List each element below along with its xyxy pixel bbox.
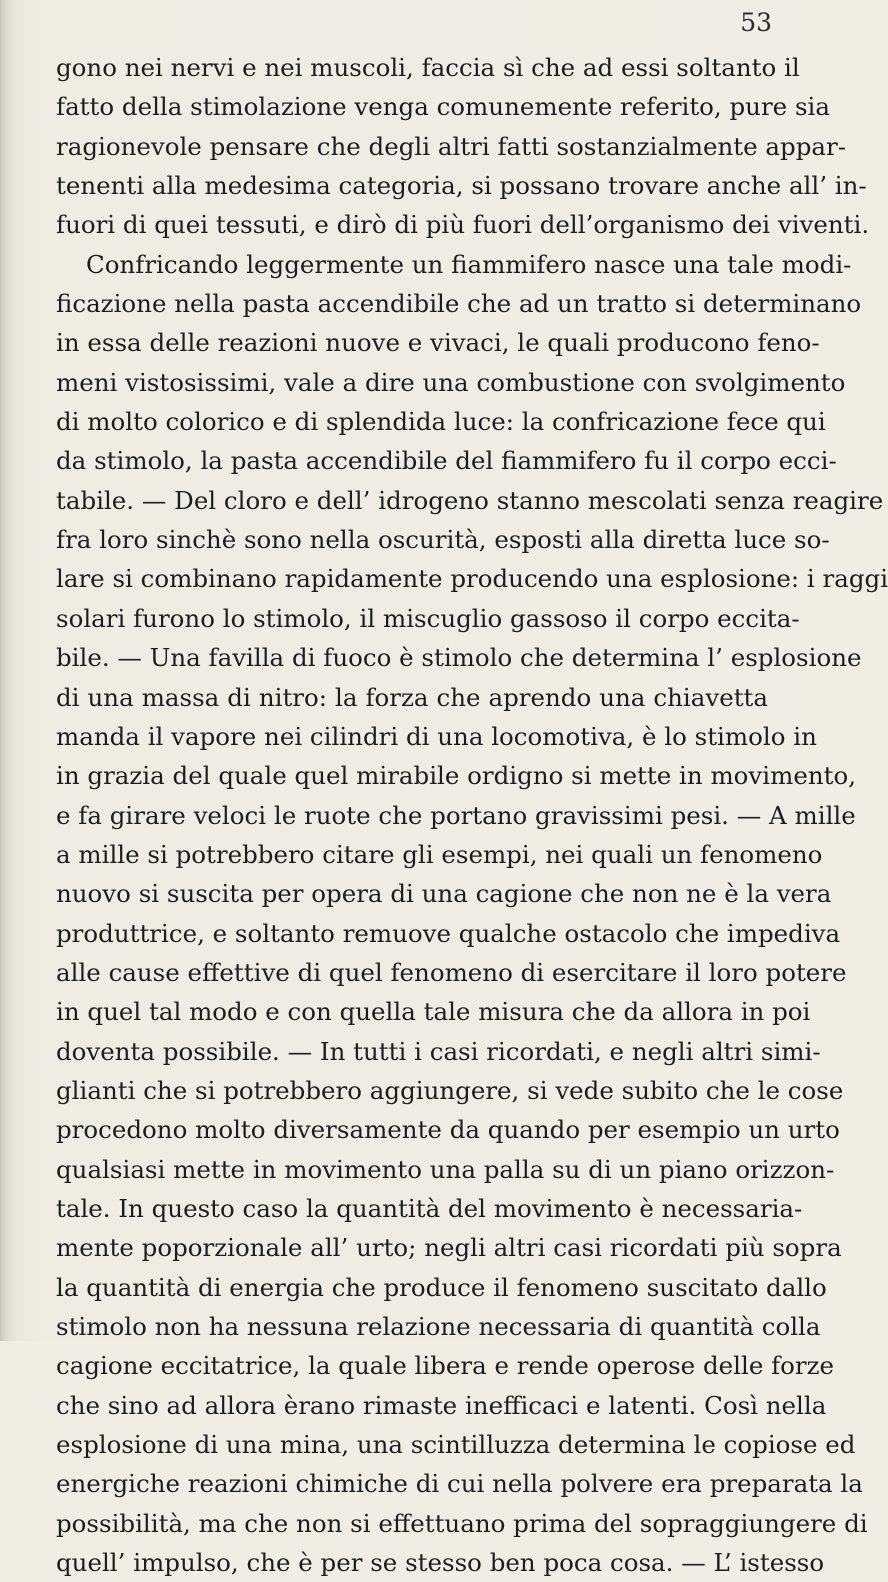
text-line: bile. — Una favilla di fuoco è stimolo che determina l’ esplosione [56, 643, 862, 673]
text-line: doventa possibile. — In tutti i casi ricordati, e negli altri simi- [56, 1036, 821, 1066]
text-line: in quel tal modo e con quella tale misura che da allora in poi [56, 997, 811, 1027]
page-number: 53 [740, 8, 772, 37]
text-line: quell’ impulso, che è per se stesso ben poca cosa. — L’ istesso [56, 1548, 825, 1578]
text-line: solari furono lo stimolo, il miscuglio gassoso il corpo eccita- [56, 603, 800, 633]
text-line: tenenti alla medesima categoria, si possano trovare anche all’ in- [56, 171, 867, 201]
text-line: energiche reazioni chimiche di cui nella polvere era preparata la [56, 1469, 863, 1499]
text-line: glianti che si potrebbero aggiungere, si vede subito che le cose [56, 1075, 844, 1105]
text-line: mente poporzionale all’ urto; negli altri casi ricordati più sopra [56, 1233, 842, 1263]
text-line: fatto della stimolazione venga comunemente referito, pure sia [56, 92, 830, 122]
text-line: possibilità, ma che non si effettuano prima del sopraggiungere di [56, 1508, 868, 1538]
text-line: alle cause effettive di quel fenomeno di esercitare il loro potere [56, 957, 847, 987]
text-line: da stimolo, la pasta accendibile del fiammifero fu il corpo ecci- [56, 446, 837, 476]
text-line: di una massa di nitro: la forza che aprendo una chiavetta [56, 682, 768, 712]
text-line: ragionevole pensare che degli altri fatti sostanzialmente appar- [56, 131, 846, 161]
text-line: fra loro sinchè sono nella oscurità, esposti alla diretta luce so- [56, 525, 830, 555]
text-line: fuori di quei tessuti, e dirò di più fuori dell’organismo dei viventi. [56, 210, 870, 240]
text-line: ficazione nella pasta accendibile che ad un tratto si determinano [56, 289, 862, 319]
text-line: qualsiasi mette in movimento una palla su di un piano orizzon- [56, 1154, 835, 1184]
text-line: a mille si potrebbero citare gli esempi, nei quali un fenomeno [56, 839, 823, 869]
text-line: manda il vapore nei cilindri di una locomotiva, è lo stimolo in [56, 721, 817, 751]
body-text [56, 48, 888, 1582]
text-line: esplosione di una mina, una scintilluzza determina le copiose ed [56, 1430, 856, 1460]
text-line: meni vistosissimi, vale a dire una combustione con svolgimento [56, 367, 846, 397]
text-line: di molto colorico e di splendida luce: la confricazione fece qui [56, 407, 826, 437]
text-line: tale. In questo caso la quantità del movimento è necessaria- [56, 1193, 803, 1223]
text-line: cagione eccitatrice, la quale libera e rende operose delle forze [56, 1351, 835, 1381]
text-line: la quantità di energia che produce il fenomeno suscitato dallo [56, 1272, 827, 1302]
text-line: lare si combinano rapidamente producendo una esplosione: i raggi [56, 564, 888, 594]
text-line: gono nei nervi e nei muscoli, faccia sì che ad essi soltanto il [56, 53, 800, 82]
text-line: Confricando leggermente un fiammifero nasce una tale modi- [86, 249, 852, 279]
text-line: e fa girare veloci le ruote che portano gravissimi pesi. — A mille [56, 800, 856, 830]
text-line: nuovo si suscita per opera di una cagione che non ne è la vera [56, 879, 832, 909]
text-line: stimolo non ha nessuna relazione necessaria di quantità colla [56, 1312, 821, 1341]
text-line: in essa delle reazioni nuove e vivaci, le quali producono feno- [56, 328, 820, 358]
text-line: in grazia del quale quel mirabile ordigno si mette in movimento, [56, 761, 856, 791]
text-line: tabile. — Del cloro e dell’ idrogeno stanno mescolati senza reagire [56, 485, 884, 515]
text-line: procedono molto diversamente da quando per esempio un urto [56, 1115, 840, 1145]
text-line: produttrice, e soltanto remuove qualche ostacolo che impediva [56, 918, 841, 948]
text-line: che sino ad allora èrano rimaste inefficaci e latenti. Così nella [56, 1390, 827, 1420]
